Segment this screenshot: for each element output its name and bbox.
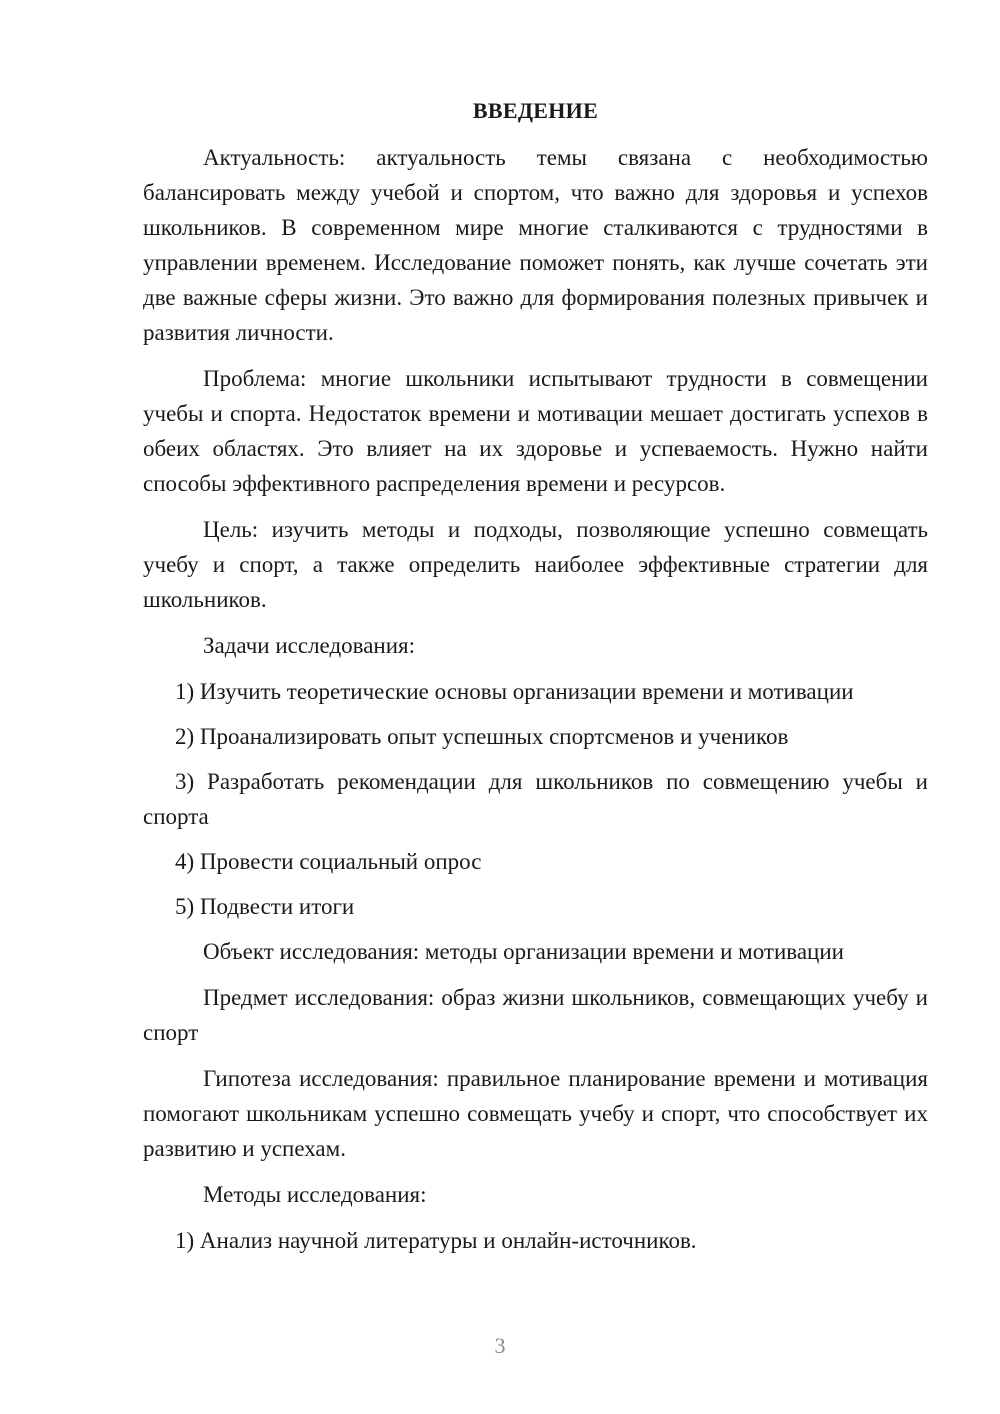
research-hypothesis: Гипотеза исследования: правильное планирование времени и мотивация помогают школьникам успешно совмещать учебу и спорт, что способствует их развитию и успехам.	[143, 1066, 928, 1161]
task-item-1: 1) Изучить теоретические основы организации времени и мотивации	[175, 679, 854, 704]
goal-paragraph: Цель: изучить методы и подходы, позволяющие успешно совмещать учебу и спорт, а также определить наиболее эффективные стратегии для школьников.	[143, 517, 928, 612]
problem-paragraph: Проблема: многие школьники испытывают трудности в совмещении учебы и спорта. Недостаток времени и мотивации мешает достигать успехов в обеих областях. Это влияет на их здоровье и успеваемость. Нужно найти способы эффективного распределения времени и ресурсов.	[143, 366, 928, 496]
task-item-5: 5) Подвести итоги	[175, 894, 355, 919]
task-item-3: 3) Разработать рекомендации для школьников по совмещению учебы и спорта	[143, 769, 928, 829]
method-item-1: 1) Анализ научной литературы и онлайн-источников.	[175, 1228, 697, 1253]
research-object: Объект исследования: методы организации времени и мотивации	[203, 939, 844, 964]
document-page	[143, 96, 928, 1268]
section-heading: ВВЕДЕНИЕ	[472, 98, 599, 123]
task-item-2: 2) Проанализировать опыт успешных спортсменов и учеников	[175, 724, 789, 749]
task-item-4: 4) Провести социальный опрос	[175, 849, 482, 874]
page-number: 3	[494, 1333, 506, 1358]
relevance-paragraph: Актуальность: актуальность темы связана с необходимостью балансировать между учебой и спортом, что важно для здоровья и успехов школьников. В современном мире многие сталкиваются с трудностями в управлении временем. Исследование поможет понять, как лучше сочетать эти две важные сферы жизни. Это важно для формирования полезных привычек и развития личности.	[143, 145, 928, 345]
methods-heading: Методы исследования:	[203, 1182, 427, 1207]
tasks-heading: Задачи исследования:	[203, 633, 416, 658]
research-subject: Предмет исследования: образ жизни школьников, совмещающих учебу и спорт	[143, 985, 928, 1045]
